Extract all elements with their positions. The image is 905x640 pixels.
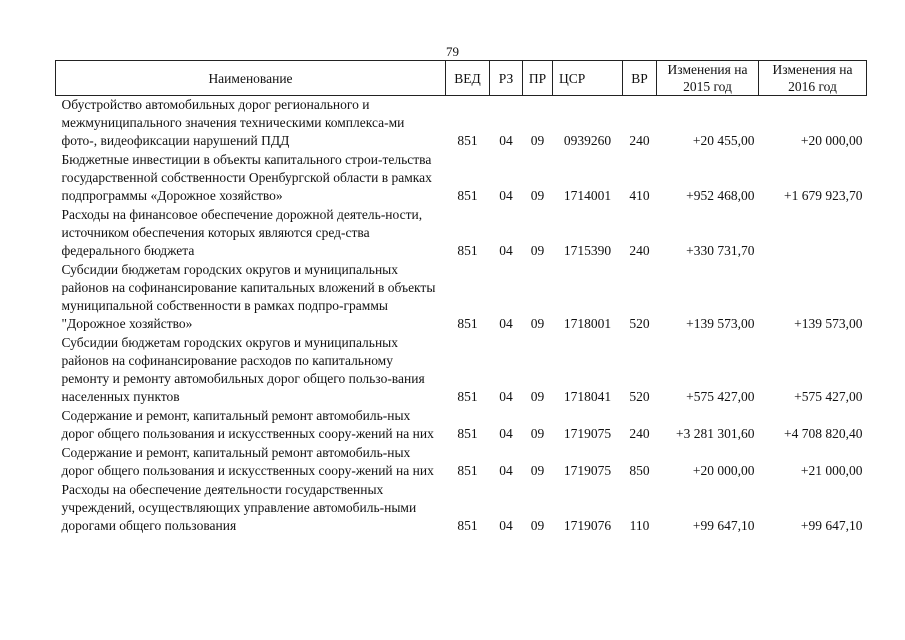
cell-name: Содержание и ремонт, капитальный ремонт автомобиль-ных дорог общего пользования и искусственных соору-жений на них xyxy=(61,445,434,478)
cell-name: Расходы на обеспечение деятельности государственных учреждений, осуществляющих управление автомобиль-ными дорогами общего пользования xyxy=(61,482,417,533)
cell-csr: 1719076 xyxy=(563,518,612,533)
cell-change-2015: +3 281 301,60 xyxy=(676,426,755,441)
table-row xyxy=(56,96,867,152)
cell-change-2016 xyxy=(759,206,867,261)
header-rz: РЗ xyxy=(490,61,523,96)
cell-rz: 04 xyxy=(499,188,513,203)
cell-csr: 0939260 xyxy=(563,133,612,148)
cell-change-2016: +20 000,00 xyxy=(800,133,863,148)
cell-pr: 09 xyxy=(530,463,545,478)
cell-ved: 851 xyxy=(457,463,478,478)
cell-rz: 04 xyxy=(499,133,513,148)
cell-ved: 851 xyxy=(457,389,478,404)
cell-change-2016: +1 679 923,70 xyxy=(784,188,863,203)
cell-ved: 851 xyxy=(457,316,478,331)
cell-change-2015: +20 455,00 xyxy=(692,133,755,148)
cell-name: Обустройство автомобильных дорог регионального и межмуниципального значения техническими комплекса-ми фото-, видеофиксации нарушений ПДД xyxy=(61,97,405,148)
cell-pr: 09 xyxy=(530,243,545,258)
cell-name: Субсидии бюджетам городских округов и муниципальных районов на софинансирование расходов по капитальному ремонту и ремонту автомобильных дорог общего пользо-вания населенных пунктов xyxy=(61,335,425,404)
cell-change-2015: +575 427,00 xyxy=(686,389,755,404)
cell-vr: 110 xyxy=(629,518,650,533)
cell-pr: 09 xyxy=(530,188,545,203)
cell-rz: 04 xyxy=(499,463,513,478)
cell-change-2015: +139 573,00 xyxy=(686,316,755,331)
header-change-2015: Изменения на 2015 год xyxy=(657,61,759,96)
cell-vr: 520 xyxy=(629,316,650,331)
cell-change-2016: +21 000,00 xyxy=(800,463,863,478)
cell-name: Субсидии бюджетам городских округов и муниципальных районов на софинансирование капитальных вложений в объекты муниципальной собственности в рамках подпро-граммы "Дорожное хозяйство» xyxy=(61,262,436,331)
cell-pr: 09 xyxy=(530,133,545,148)
header-vr: ВР xyxy=(623,61,657,96)
header-pr: ПР xyxy=(523,61,553,96)
cell-rz: 04 xyxy=(499,518,513,533)
page-number: 79 xyxy=(446,44,459,59)
table-row xyxy=(56,334,867,407)
cell-csr: 1715390 xyxy=(563,243,612,258)
cell-pr: 09 xyxy=(530,389,545,404)
cell-vr: 520 xyxy=(629,389,650,404)
cell-change-2016: +139 573,00 xyxy=(794,316,863,331)
cell-change-2016: +575 427,00 xyxy=(794,389,863,404)
cell-pr: 09 xyxy=(530,426,545,441)
table-body xyxy=(56,96,867,537)
cell-change-2015: +952 468,00 xyxy=(686,188,755,203)
cell-csr: 1719075 xyxy=(563,426,612,441)
table-row xyxy=(56,151,867,206)
table-row xyxy=(56,481,867,536)
cell-csr: 1718001 xyxy=(563,316,612,331)
cell-vr: 240 xyxy=(629,426,650,441)
cell-csr: 1719075 xyxy=(563,463,612,478)
cell-change-2015: +99 647,10 xyxy=(692,518,755,533)
cell-ved: 851 xyxy=(457,133,478,148)
cell-vr: 240 xyxy=(629,243,650,258)
cell-rz: 04 xyxy=(499,243,513,258)
cell-pr: 09 xyxy=(530,316,545,331)
cell-ved: 851 xyxy=(457,188,478,203)
header-change-2016: Изменения на 2016 год xyxy=(759,61,867,96)
cell-vr: 240 xyxy=(629,133,650,148)
cell-name: Бюджетные инвестиции в объекты капитального строи-тельства государственной собственности Оренбургской области в рамках подпрограммы «Дорожное хозяйство» xyxy=(61,152,432,203)
cell-rz: 04 xyxy=(499,426,513,441)
cell-csr: 1714001 xyxy=(563,188,612,203)
cell-pr: 09 xyxy=(530,518,545,533)
budget-table xyxy=(55,60,867,536)
cell-ved: 851 xyxy=(457,243,478,258)
table-row xyxy=(56,261,867,334)
header-csr: ЦСР xyxy=(553,61,623,96)
cell-vr: 850 xyxy=(629,463,650,478)
cell-change-2016: +4 708 820,40 xyxy=(784,426,863,441)
cell-ved: 851 xyxy=(457,518,478,533)
cell-rz: 04 xyxy=(499,316,513,331)
cell-csr: 1718041 xyxy=(563,389,612,404)
cell-change-2016: +99 647,10 xyxy=(800,518,863,533)
cell-name: Расходы на финансовое обеспечение дорожной деятель-ности, источником обеспечения которых являются сред-ства федерального бюджета xyxy=(61,207,423,258)
cell-ved: 851 xyxy=(457,426,478,441)
cell-vr: 410 xyxy=(629,188,650,203)
table-row xyxy=(56,206,867,261)
cell-change-2015: +330 731,70 xyxy=(686,243,755,258)
table-row xyxy=(56,407,867,444)
cell-name: Содержание и ремонт, капитальный ремонт автомобиль-ных дорог общего пользования и искусственных соору-жений на них xyxy=(61,408,434,441)
header-ved: ВЕД xyxy=(446,61,490,96)
cell-rz: 04 xyxy=(499,389,513,404)
table-row xyxy=(56,444,867,481)
cell-change-2015: +20 000,00 xyxy=(692,463,755,478)
table-header-row xyxy=(56,61,867,96)
header-name: Наименование xyxy=(56,61,446,96)
